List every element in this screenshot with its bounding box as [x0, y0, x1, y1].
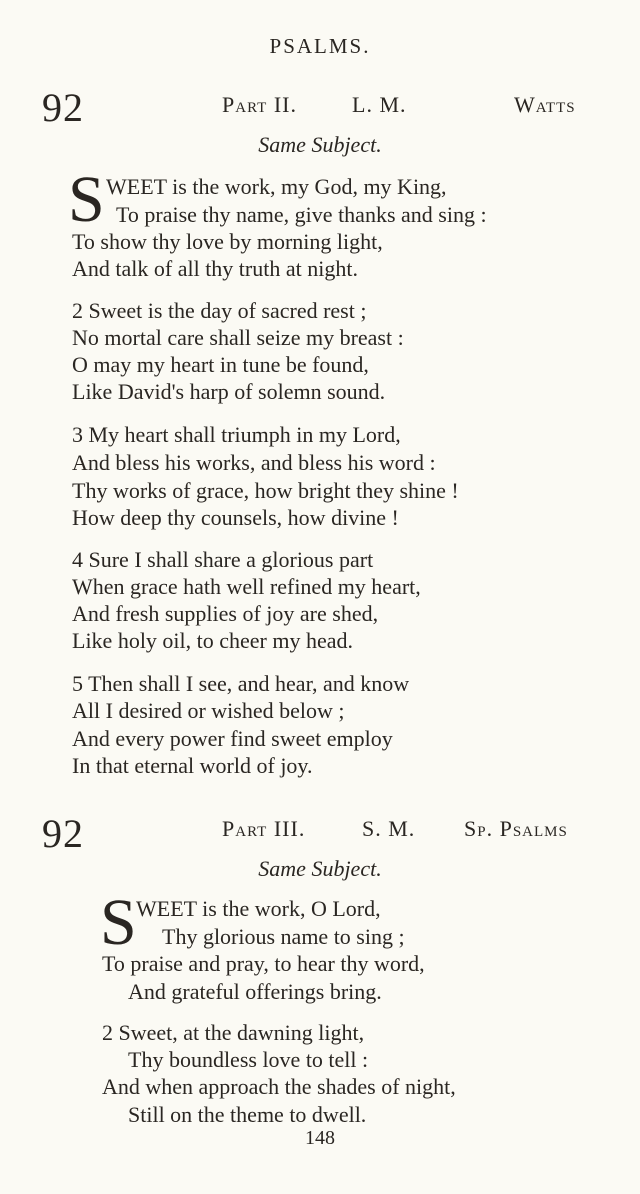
verse-line: No mortal care shall seize my breast :	[72, 325, 404, 350]
verse-line: Like David's harp of solemn sound.	[72, 379, 386, 404]
verse-line: Still on the theme to dwell.	[128, 1102, 367, 1127]
verse-line: In that eternal world of joy.	[72, 753, 313, 778]
verse-line: And talk of all thy truth at night.	[72, 256, 358, 281]
verse-line: To praise thy name, give thanks and sing :	[116, 202, 487, 227]
verse-line: Thy works of grace, how bright they shine !	[72, 478, 459, 503]
verse-line: 3 My heart shall triumph in my Lord,	[72, 422, 401, 447]
verse-line: Thy boundless love to tell :	[128, 1047, 369, 1072]
verse-line: O may my heart in tune be found,	[72, 352, 369, 377]
verse-line: Thy glorious name to sing ;	[162, 924, 405, 949]
page-number: 148	[305, 1127, 335, 1149]
verse-line: When grace hath well refined my heart,	[72, 574, 421, 599]
hymn-part: Part III.	[222, 816, 306, 841]
verse-line: To show thy love by morning light,	[72, 229, 383, 254]
verse-line: WEET is the work, my God, my King,	[106, 174, 447, 199]
verse-line: And every power find sweet employ	[72, 726, 393, 751]
hymn-author: Sp. Psalms	[464, 816, 568, 841]
verse-line: And grateful offerings bring.	[128, 979, 382, 1004]
running-header: PSALMS.	[269, 34, 371, 58]
verse-line: WEET is the work, O Lord,	[136, 896, 381, 921]
verse-line: All I desired or wished below ;	[72, 698, 345, 723]
hymn-number: 92	[42, 85, 84, 130]
hymn-subject: Same Subject.	[258, 132, 382, 157]
verse-line: 4 Sure I shall share a glorious part	[72, 547, 374, 572]
verse-line: And bless his works, and bless his word :	[72, 450, 436, 475]
verse-line: 2 Sweet, at the dawning light,	[102, 1020, 365, 1045]
hymn-author: Watts	[514, 92, 576, 117]
verse-line: 2 Sweet is the day of sacred rest ;	[72, 298, 367, 323]
verse-line: 5 Then shall I see, and hear, and know	[72, 671, 410, 696]
drop-cap: S	[100, 886, 137, 959]
verse-line: And when approach the shades of night,	[102, 1074, 456, 1099]
hymn-meter: S. M.	[362, 816, 416, 841]
verse-line: And fresh supplies of joy are shed,	[72, 601, 379, 626]
hymn-part: Part II.	[222, 92, 297, 117]
hymn-subject: Same Subject.	[258, 856, 382, 881]
hymn-number: 92	[42, 811, 84, 856]
drop-cap: S	[68, 163, 105, 236]
verse-line: How deep thy counsels, how divine !	[72, 505, 399, 530]
hymn-meter: L. M.	[352, 92, 407, 117]
verse-line: Like holy oil, to cheer my head.	[72, 628, 354, 653]
verse-line: To praise and pray, to hear thy word,	[102, 951, 425, 976]
